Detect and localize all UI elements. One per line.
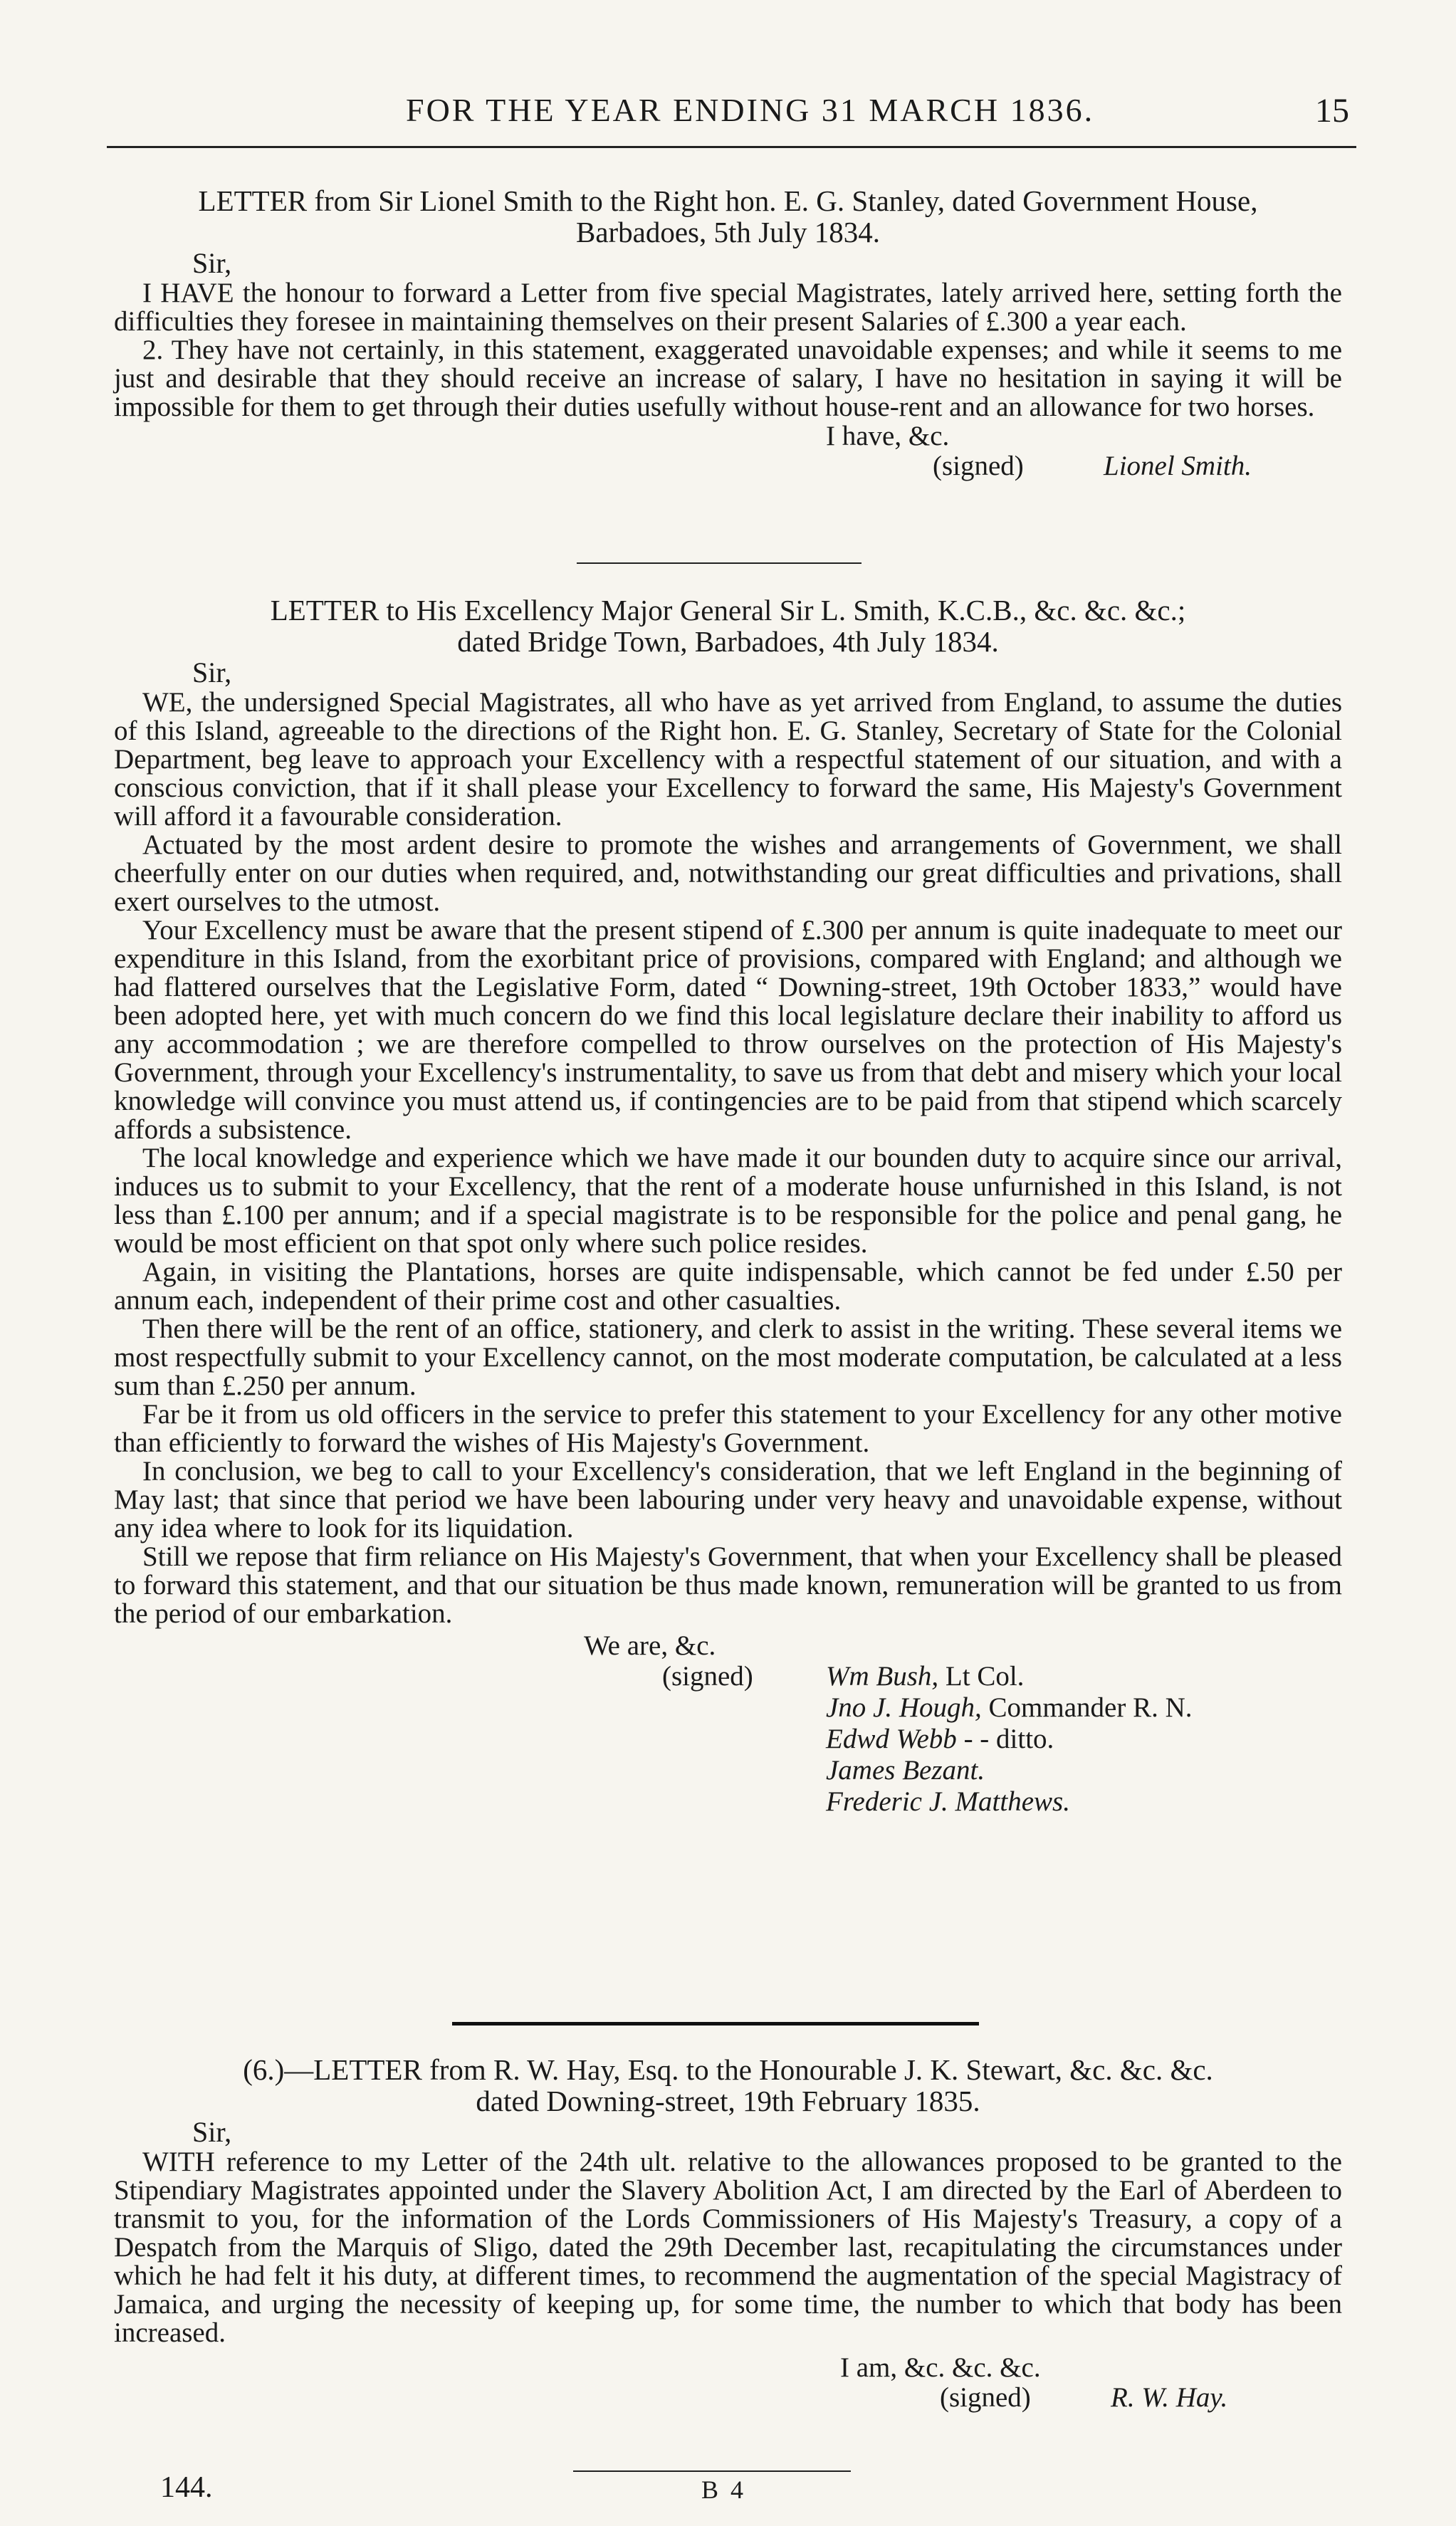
letter-1-paragraph-1: I HAVE the honour to forward a Letter from five special Magistrates, lately arrived here, setting forth the difficulties they foresee in maintaining themselves on their present Salaries of £.300 a year each. (114, 278, 1342, 337)
letter-3-signed: (signed) (940, 2382, 1031, 2413)
signatory (826, 1692, 1193, 1724)
letter-3-heading-line-2: dated Downing-street, 19th February 1835. (476, 2085, 980, 2117)
signature-mark: B 4 (701, 2475, 747, 2504)
letter-2 (114, 594, 1342, 1825)
letter-2-paragraph: Again, in visiting the Plantations, horses are quite indispensable, which cannot be fed under £.50 per annum each, independent of their prime cost and other casualties. (114, 1257, 1342, 1316)
running-title: FOR THE YEAR ENDING 31 MARCH 1836. (406, 92, 1095, 128)
signatory-title: Commander R. N. (988, 1692, 1193, 1723)
letter-2-paragraph: Still we repose that firm reliance on His Majesty's Government, that when your Excellency shall be pleased to forward this statement, and that our situation be thus made known, remuneration will be granted to us from the period of our embarkation. (114, 1541, 1342, 1629)
letter-3-paragraph-1: WITH reference to my Letter of the 24th ult. relative to the allowances proposed to be granted to the Stipendiary Magistrates appointed under the Slavery Abolition Act, I am directed by the Earl of Aberdeen to transmit to you, for the information of the Lords Commissioners of His Majesty's Treasury, a copy of a Despatch from the Marquis of Sligo, dated the 29th December last, recapitulating the circumstances under which he had felt it his duty, at different times, to recommend the augmentation of the special Magistracy of Jamaica, and urging the necessity of keeping up, for some time, the number to which that body has been increased. (114, 2147, 1342, 2348)
letter-1-salutation: Sir, (192, 247, 232, 279)
signatory-name: Wm Bush, (826, 1661, 939, 1692)
signatory-name: Frederic J. Matthews. (826, 1786, 1070, 1817)
signatory (826, 1755, 985, 1786)
letter-2-paragraph: Actuated by the most ardent desire to promote the wishes and arrangements of Government, we shall cheerfully enter on our duties when required, and, notwithstanding our great difficulties and privations, shall exert ourselves to the utmost. (114, 829, 1342, 917)
letter-2-paragraph: Then there will be the rent of an office, stationery, and clerk to assist in the writing. These several items we most respectfully submit to your Excellency cannot, on the most moderate computation, be calculated at a less sum than £.250 per annum. (114, 1314, 1342, 1401)
header-rule (107, 146, 1356, 148)
letter-3-salutation: Sir, (192, 2116, 232, 2148)
signatory-name: James Bezant. (826, 1755, 985, 1786)
signatory-title: Lt Col. (945, 1661, 1025, 1692)
signatory-title: - - ditto. (963, 1724, 1054, 1754)
letter-2-paragraph: In conclusion, we beg to call to your Excellency's consideration, that we left England in the beginning of May last; that since that period we have been labouring under very heavy and unavoidable expense, without any idea where to look for its liquidation. (114, 1456, 1342, 1544)
letter-1-signature-line (114, 451, 1342, 481)
signatory-name: Jno J. Hough, (826, 1692, 982, 1723)
separator-rule-2 (452, 2022, 979, 2025)
separator-rule-1 (577, 562, 861, 564)
letter-2-salutation: Sir, (192, 656, 232, 688)
letter-1-closing: I have, &c. (826, 421, 950, 451)
letter-3-heading-line-1: (6.)—LETTER from R. W. Hay, Esq. to the Honourable J. K. Stewart, &c. &c. &c. (243, 2053, 1213, 2086)
letter-1 (114, 185, 1342, 481)
letter-2-heading-line-2: dated Bridge Town, Barbadoes, 4th July 1834. (457, 625, 999, 658)
signatory (826, 1661, 1024, 1692)
running-header (107, 84, 1356, 148)
signatory (826, 1724, 1054, 1755)
letter-1-heading-line-1: LETTER from Sir Lionel Smith to the Right hon. E. G. Stanley, dated Government House, (198, 184, 1258, 217)
letter-1-signature: Lionel Smith. (1104, 451, 1252, 481)
signatory-name: Edwd Webb (826, 1724, 957, 1754)
letter-2-paragraph: WE, the undersigned Special Magistrates, all who have as yet arrived from England, to assume the duties of this Island, agreeable to the directions of the Right hon. E. G. Stanley, Secretary of State for the Colonial Department, beg leave to approach your Excellency with a respectful statement of our situation, and with a conscious conviction, that if it shall please your Excellency to forward the same, His Majesty's Government will afford it a favourable consideration. (114, 687, 1342, 832)
letter-3-closing: I am, &c. &c. &c. (840, 2352, 1041, 2383)
signatory (826, 1786, 1070, 1818)
letter-2-signed: (signed) (662, 1661, 753, 1692)
letter-3 (114, 2054, 1342, 2413)
letter-2-paragraph: The local knowledge and experience which we have made it our bounden duty to acquire since our arrival, induces us to submit to your Excellency, that the rent of a moderate house unfurnished in this Island, is not less than £.100 per annum; and if a special magistrate is to be responsible for the police and penal gang, he would be most efficient on that spot only where such police resides. (114, 1143, 1342, 1259)
letter-2-signatories (114, 1661, 1342, 1825)
letter-3-signature: R. W. Hay. (1111, 2382, 1228, 2413)
page-number: 15 (1315, 92, 1349, 130)
letter-2-closing: We are, &c. (584, 1630, 716, 1661)
footer-number: 144. (160, 2471, 213, 2504)
letter-1-signed: (signed) (933, 451, 1024, 481)
letter-1-paragraph-2: 2. They have not certainly, in this statement, exaggerated unavoidable expenses; and while it seems to me just and desirable that they should receive an increase of salary, I have no hesitation in saying it will be impossible for them to get through their duties usefully without house-rent and an allowance for two horses. (114, 335, 1342, 422)
letter-3-signature-line (114, 2383, 1342, 2413)
letter-2-heading-line-1: LETTER to His Excellency Major General Sir L. Smith, K.C.B., &c. &c. &c.; (270, 594, 1186, 627)
letter-2-paragraph: Your Excellency must be aware that the present stipend of £.300 per annum is quite inadequate to meet our expenditure in this Island, from the exorbitant price of provisions, compared with England; and although we had flattered ourselves that the Legislative Form, dated “ Downing-street, 19th October 1833,” would have been adopted here, yet with much concern do we find this local legislature declare their inability to afford us any accommodation ; we are therefore compelled to throw ourselves on the protection of His Majesty's Government, through your Excellency's instrumentality, to save us from that debt and misery which your local knowledge will convince you must attend us, if contingencies are to be paid from that stipend which scarcely affords a subsistence. (114, 915, 1342, 1145)
letter-2-paragraph: Far be it from us old officers in the service to prefer this statement to your Excellency for any other motive than efficiently to forward the wishes of His Majesty's Government. (114, 1399, 1342, 1458)
letter-1-heading-line-2: Barbadoes, 5th July 1834. (575, 216, 881, 248)
separator-rule-3 (573, 2470, 851, 2472)
